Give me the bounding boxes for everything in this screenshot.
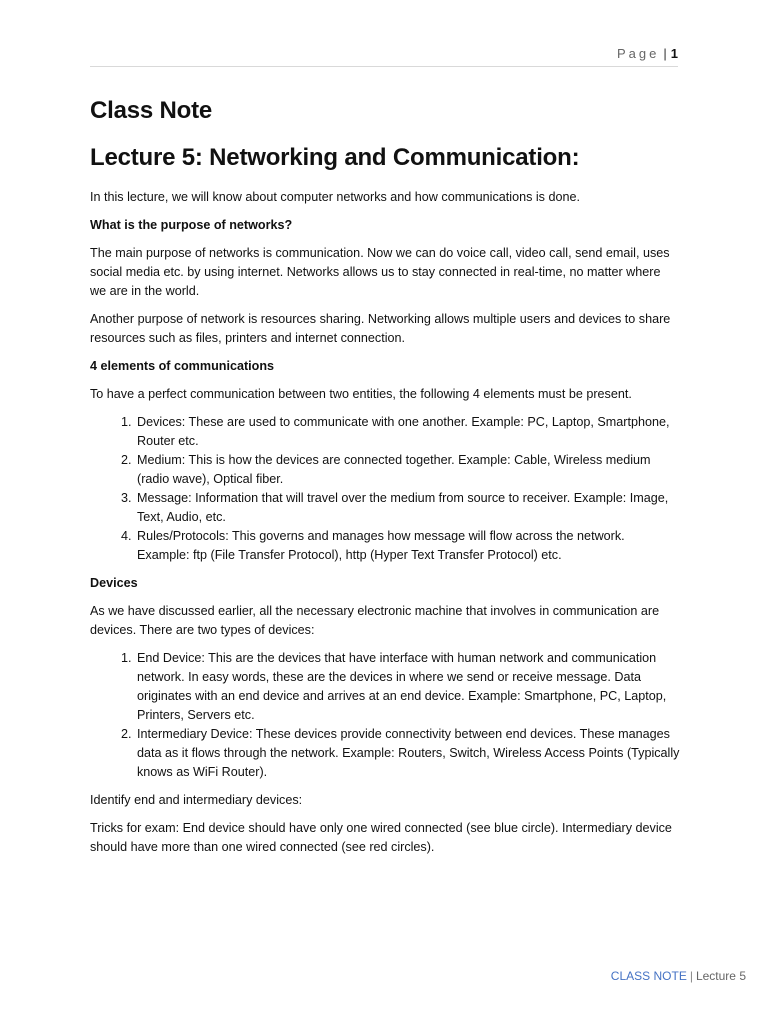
list-item: 2. Intermediary Device: These devices provide connectivity between end devices. These manages data as it flows through the network. Example: Routers, Switch, Wireless Access Points (Typically knows as WiFi Router). <box>135 725 680 782</box>
footer-separator: | <box>689 969 693 983</box>
page-header-separator: | <box>663 46 667 61</box>
lecture-title: Lecture 5: Networking and Communication: <box>90 144 580 171</box>
devices-intro: As we have discussed earlier, all the necessary electronic machine that involves in communication are devices. There are two types of devices: <box>90 604 660 637</box>
footer-doc-label: CLASS NOTE <box>610 969 687 983</box>
list-item: 1. End Device: This are the devices that have interface with human network and communication network. In easy words, these are the devices in where we send or receive message. Data originates with an end device and arrives at an end device. Example: Smartphone, PC, Laptop, Printers, Servers etc. <box>135 649 680 725</box>
list-item: 1. Devices: These are used to communicate with one another. Example: PC, Laptop, Smartphone, Router etc. <box>135 413 680 451</box>
purpose-heading: What is the purpose of networks? <box>90 218 293 232</box>
list-item: 2. Medium: This is how the devices are connected together. Example: Cable, Wireless medium (radio wave), Optical fiber. <box>135 451 680 489</box>
purpose-paragraph-1: The main purpose of networks is communication. Now we can do voice call, video call, send email, uses social media etc. by using internet. Networks allows us to stay connected in real-time, no matter where we are in the world. <box>90 246 670 298</box>
devices-list <box>90 649 680 782</box>
document-title: Class Note <box>90 97 213 124</box>
page-number: 1 <box>670 46 678 61</box>
elements-heading: 4 elements of communications <box>90 359 275 373</box>
list-item: 3. Message: Information that will travel over the medium from source to receiver. Example: Image, Text, Audio, etc. <box>135 489 680 527</box>
devices-heading: Devices <box>90 576 138 590</box>
identify-paragraph: Identify end and intermediary devices: <box>90 793 303 807</box>
purpose-paragraph-2: Another purpose of network is resources sharing. Networking allows multiple users and devices to share resources such as files, printers and internet connection. <box>90 312 671 345</box>
footer-lecture-label: Lecture 5 <box>695 969 746 983</box>
page-word: Page <box>617 46 660 61</box>
page-footer <box>611 969 746 983</box>
elements-list <box>90 413 680 565</box>
list-item: 4. Rules/Protocols: This governs and manages how message will flow across the network. Example: ftp (File Transfer Protocol), http (Hyper Text Transfer Protocol) etc. <box>135 527 680 565</box>
header-rule <box>90 66 678 67</box>
document-body <box>90 94 680 866</box>
intro-paragraph: In this lecture, we will know about computer networks and how communications is done. <box>90 190 580 204</box>
tricks-paragraph: Tricks for exam: End device should have only one wired connected (see blue circle). Intermediary device should have more than one wired connected (see red circles). <box>90 821 672 854</box>
elements-intro: To have a perfect communication between two entities, the following 4 elements must be present. <box>90 387 632 401</box>
page-header <box>90 46 678 61</box>
